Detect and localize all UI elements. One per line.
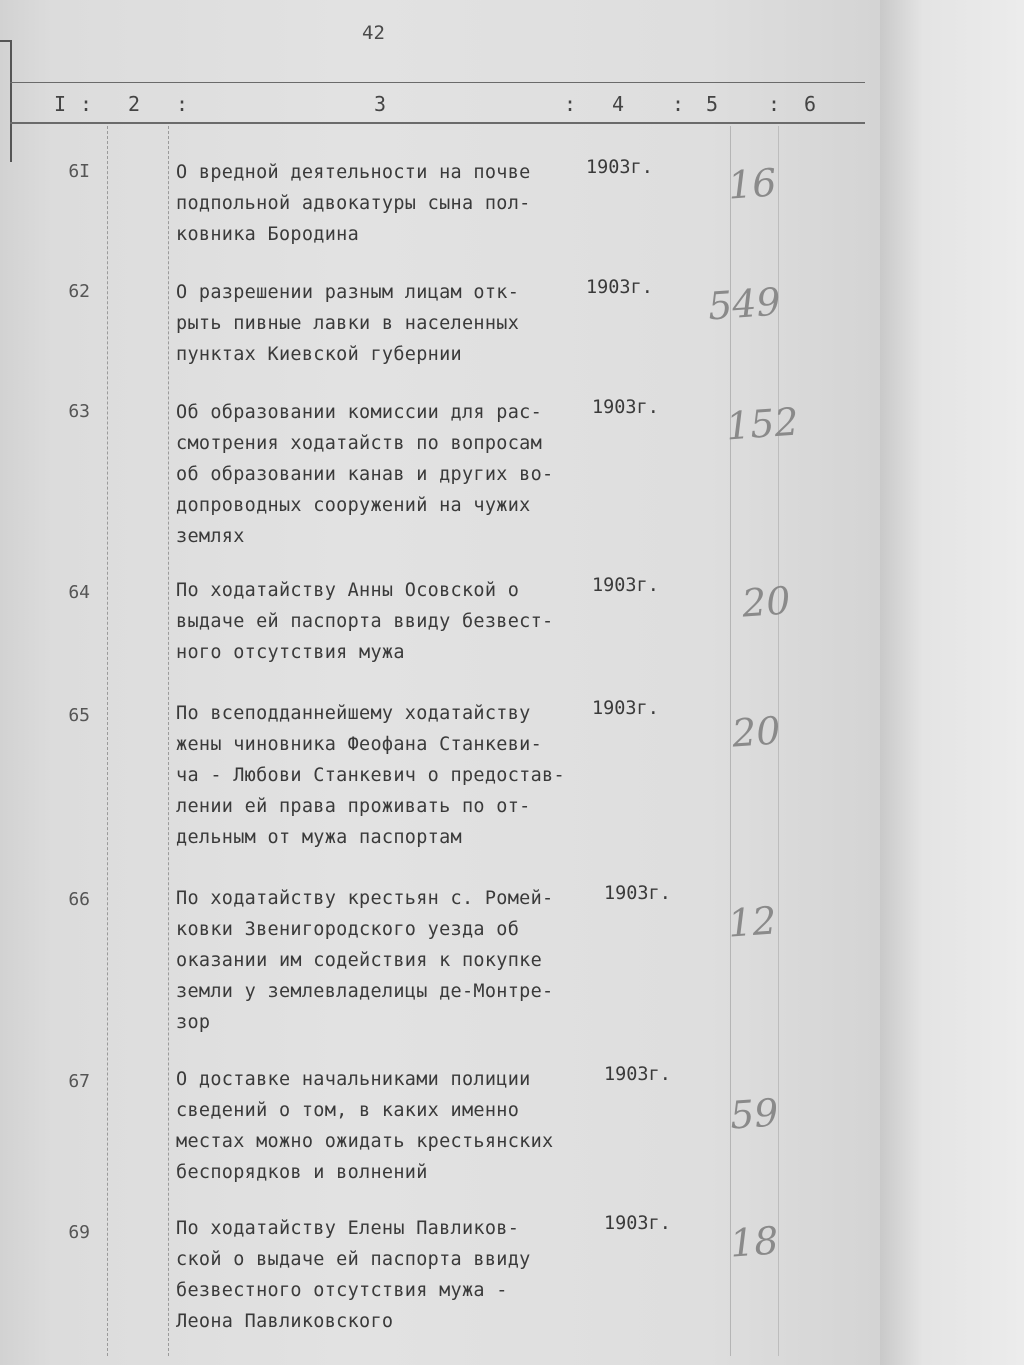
header-separator: :	[768, 92, 781, 116]
row-sheet-count: 549	[706, 279, 782, 329]
header-col-4: 4	[612, 92, 625, 116]
row-title: По всеподданнейшему ходатайству жены чиновника Феофана Станкеви- ча - Любови Станкевич о предостав- лении ей права проживать по от- дельным от мужа паспортам	[176, 703, 565, 848]
row-year: 1903г.	[604, 1064, 671, 1085]
row-year: 1903г.	[586, 157, 653, 178]
row-year: 1903г.	[586, 277, 653, 298]
row-sheet-count: 12	[726, 898, 778, 946]
row-number: 62	[68, 281, 90, 302]
header-separator: :	[176, 92, 189, 116]
adjacent-page-edge	[880, 0, 1024, 1365]
row-sheet-count: 152	[724, 399, 800, 449]
row-title: По ходатайству Анны Осовской о выдаче ей паспорта ввиду безвест- ного отсутствия мужа	[176, 580, 554, 663]
row-sheet-count: 16	[726, 160, 778, 208]
row-sheet-count: 18	[728, 1218, 780, 1266]
row-number: 63	[68, 401, 90, 422]
row-year: 1903г.	[592, 698, 659, 719]
binding-edge	[0, 40, 12, 162]
row-title: Об образовании комиссии для рас- смотрения ходатайств по вопросам об образовании канав и других во- допроводных сооружений на чужих землях	[176, 402, 554, 547]
row-number: 66	[68, 889, 90, 910]
column-divider	[107, 126, 108, 1356]
row-year: 1903г.	[604, 883, 671, 904]
header-top-rule	[10, 82, 865, 83]
row-title: О разрешении разным лицам отк- рыть пивные лавки в населенных пунктах Киевской губернии	[176, 282, 520, 365]
header-col-5: 5	[706, 92, 719, 116]
header-col-1: I	[54, 92, 67, 116]
row-number: 65	[68, 705, 90, 726]
row-sheet-count: 59	[728, 1090, 780, 1138]
row-number: 6I	[68, 161, 90, 182]
row-year: 1903г.	[592, 397, 659, 418]
column-divider	[168, 126, 169, 1356]
page-number: 42	[362, 22, 385, 44]
row-year: 1903г.	[604, 1213, 671, 1234]
row-title: По ходатайству крестьян с. Ромей- ковки Звенигородского уезда об оказании им содействия к покупке земли у землевладелицы де-Монтре- зор	[176, 888, 554, 1033]
header-separator: :	[80, 92, 93, 116]
row-sheet-count: 20	[740, 578, 792, 626]
header-col-3: 3	[374, 92, 387, 116]
row-year: 1903г.	[592, 575, 659, 596]
row-number: 64	[68, 582, 90, 603]
row-number: 67	[68, 1071, 90, 1092]
header-col-6: 6	[804, 92, 817, 116]
row-number: 69	[68, 1222, 90, 1243]
header-separator: :	[564, 92, 577, 116]
header-col-2: 2	[128, 92, 141, 116]
header-bottom-rule	[10, 122, 865, 124]
row-title: По ходатайству Елены Павликов- ской о выдаче ей паспорта ввиду безвестного отсутствия мужа - Леона Павликовского	[176, 1218, 531, 1332]
row-title: О доставке начальниками полиции сведений о том, в каких именно местах можно ожидать крестьянских беспорядков и волнений	[176, 1069, 554, 1183]
header-separator: :	[672, 92, 685, 116]
row-sheet-count: 20	[730, 708, 782, 756]
row-title: О вредной деятельности на почве подпольной адвокатуры сына пол- ковника Бородина	[176, 162, 531, 245]
